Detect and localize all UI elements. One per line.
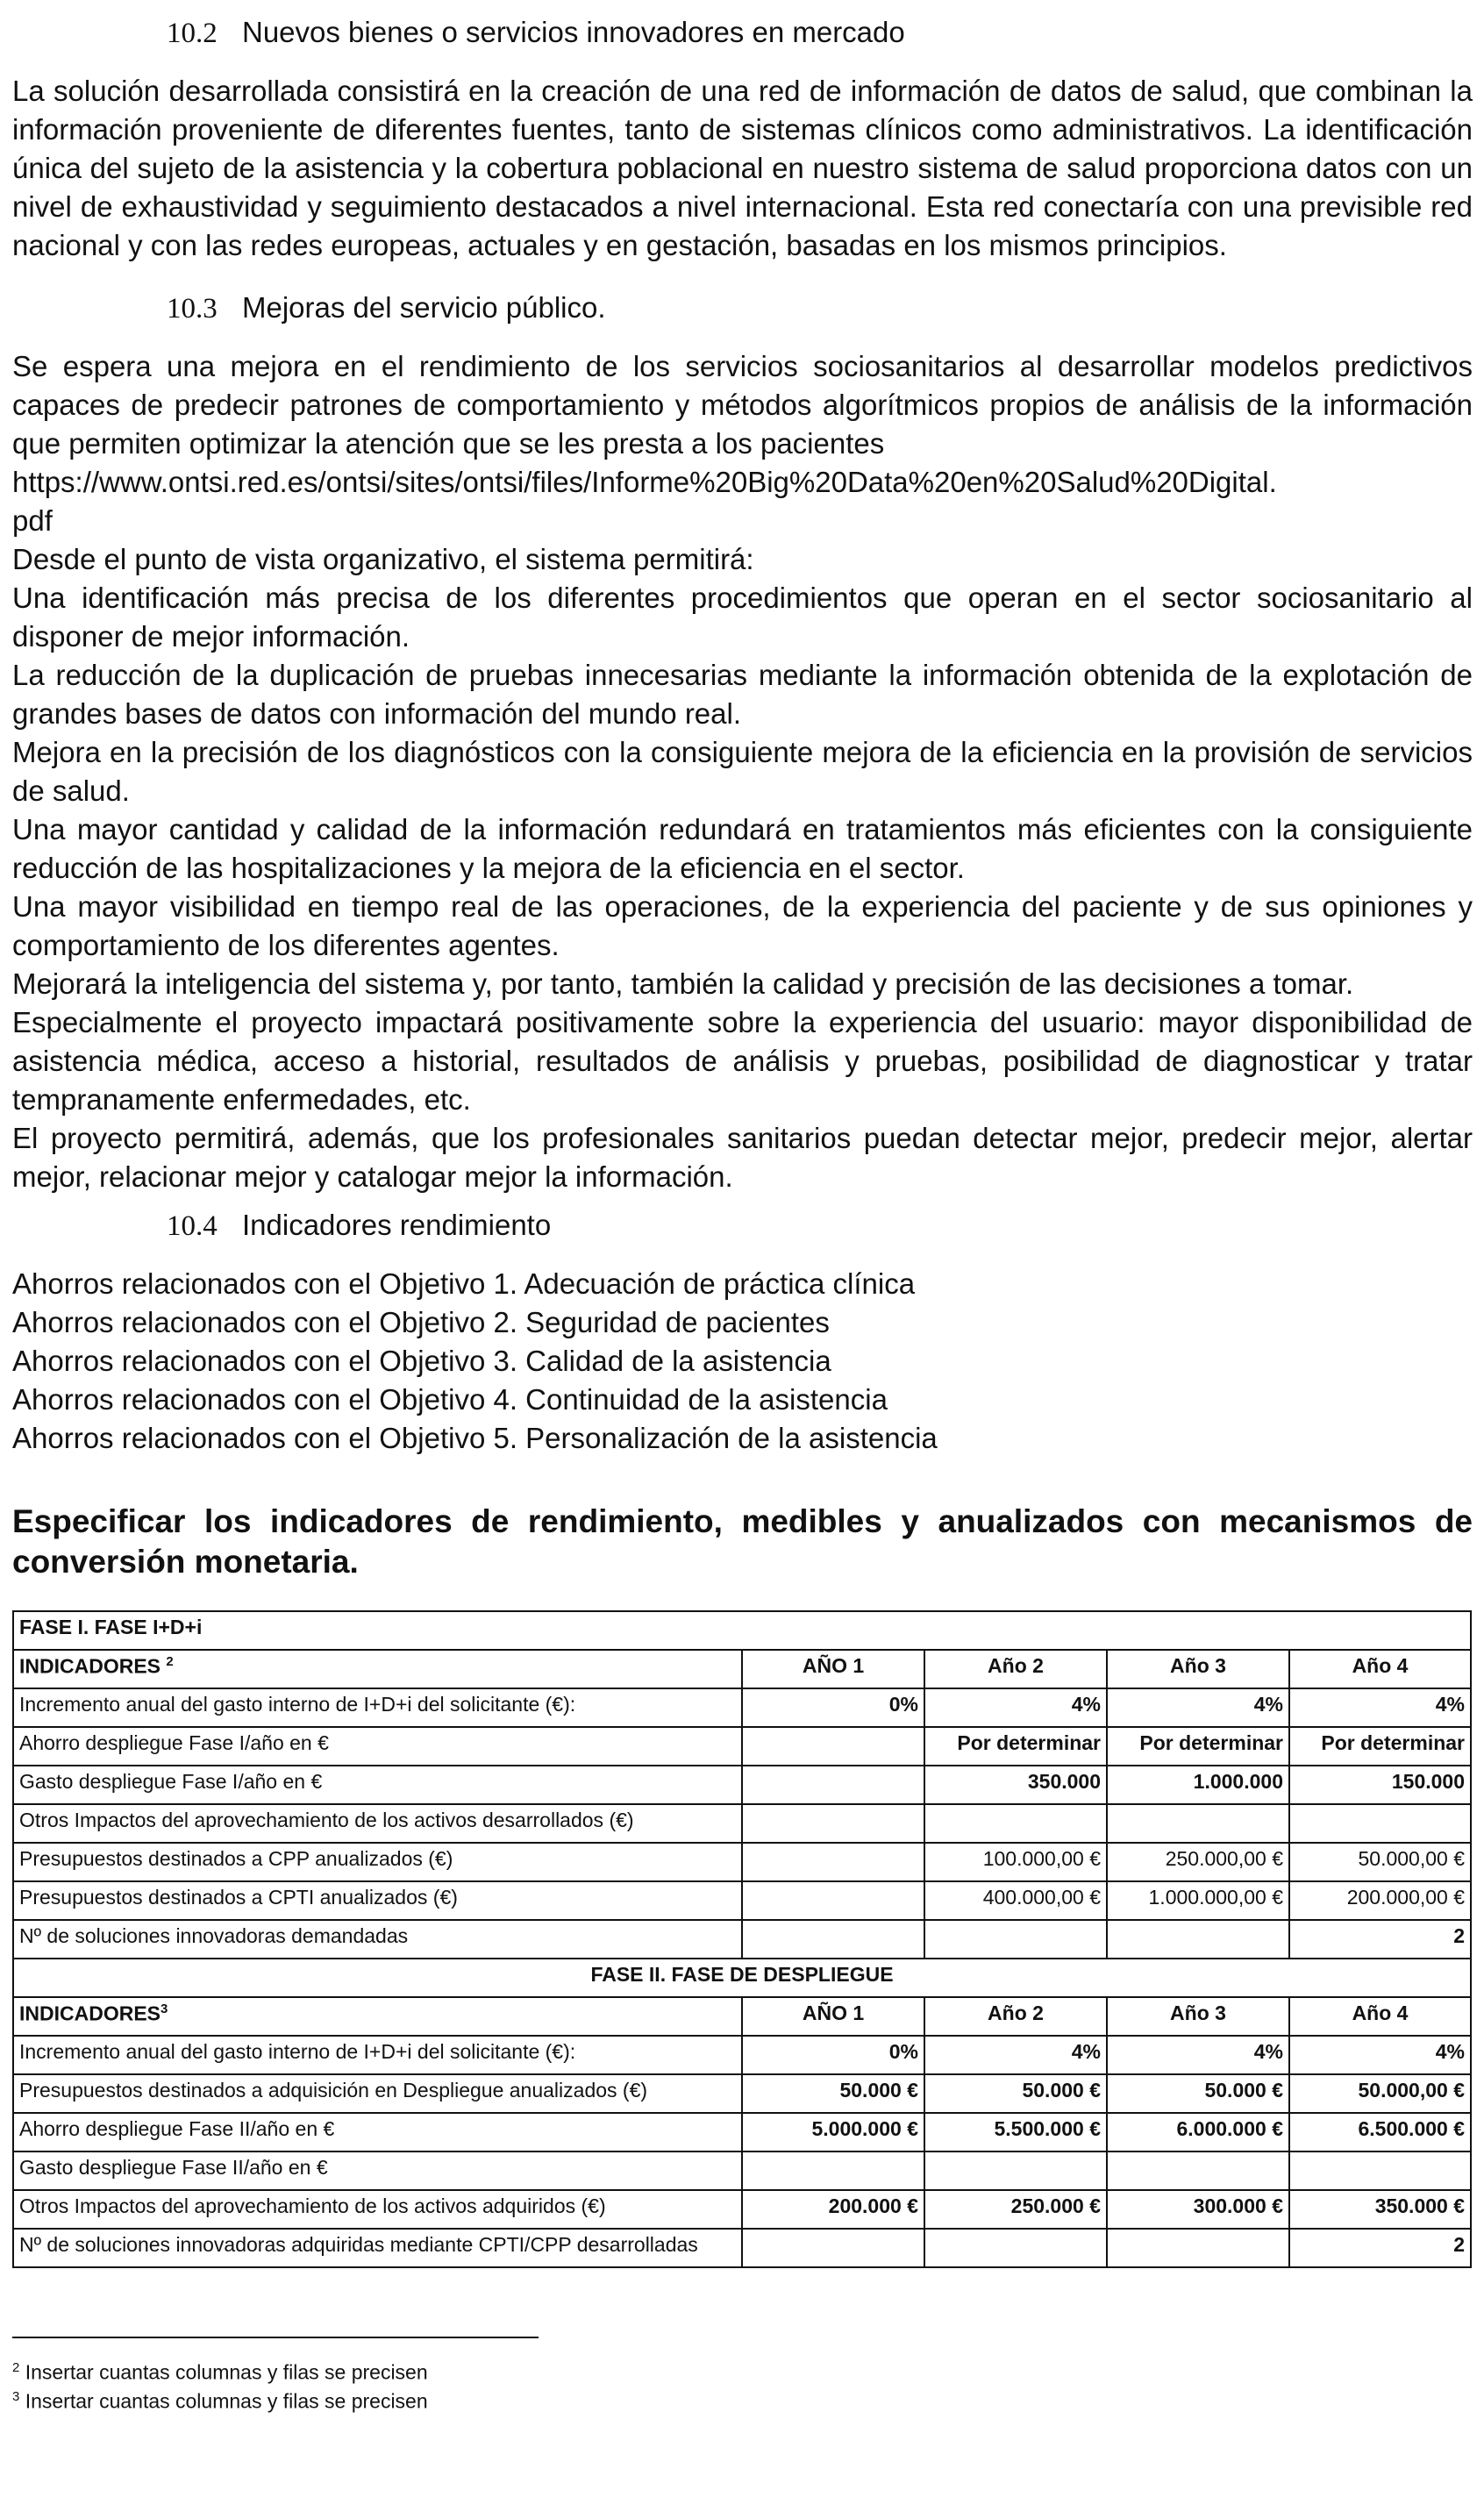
cell-year-3: 6.000.000 € [1107, 2113, 1289, 2151]
cell-year-4: 350.000 € [1289, 2190, 1471, 2229]
indicators-title: Especificar los indicadores de rendimiento, medibles y anualizados con mecanismos de conversión monetaria. [12, 1503, 1473, 1580]
cell-year-3 [1107, 1920, 1289, 1959]
cell-year-4: 50.000,00 € [1289, 1843, 1471, 1881]
table-row [13, 1688, 1471, 1727]
row-label: Presupuestos destinados a CPP anualizados (€) [13, 1843, 742, 1881]
phase-2-title-row [13, 1959, 1471, 1997]
cell-year-2: Por determinar [924, 1727, 1107, 1766]
row-label: Presupuestos destinados a CPTI anualizados (€) [13, 1881, 742, 1920]
row-label: Gasto despliegue Fase I/año en € [13, 1766, 742, 1804]
cell-year-3 [1107, 1804, 1289, 1843]
cell-year-2: 100.000,00 € [924, 1843, 1107, 1881]
table-row [13, 2113, 1471, 2151]
footnote [12, 2385, 1473, 2414]
row-label: Nº de soluciones innovadoras demandadas [13, 1920, 742, 1959]
savings-line: Ahorros relacionados con el Objetivo 4. Continuidad de la asistencia [12, 1383, 888, 1416]
benefit-point: Una mayor cantidad y calidad de la información redundará en tratamientos más eficientes con la consiguiente reducción de las hospitalizaciones y la mejora de la eficiencia en el sector. [12, 813, 1473, 884]
cell-year-4: 6.500.000 € [1289, 2113, 1471, 2151]
section-title: Nuevos bienes o servicios innovadores en mercado [242, 16, 905, 48]
benefit-point: Una mayor visibilidad en tiempo real de las operaciones, de la experiencia del paciente y de sus opiniones y comportamiento de los diferentes agentes. [12, 890, 1473, 961]
organizational-intro: Desde el punto de vista organizativo, el sistema permitirá: [12, 543, 754, 575]
cell-year-1 [742, 2229, 924, 2267]
cell-year-3: 250.000,00 € [1107, 1843, 1289, 1881]
section-10-2-heading [12, 12, 1473, 54]
year-header: Año 2 [924, 1997, 1107, 2036]
footnote-ref[interactable]: 3 [161, 2002, 168, 2016]
cell-year-3 [1107, 2151, 1289, 2190]
table-row [13, 1804, 1471, 1843]
phase-2-header-row [13, 1997, 1471, 2036]
section-10-4-heading [12, 1205, 1473, 1246]
cell-year-2 [924, 2151, 1107, 2190]
section-10-3-heading [12, 288, 1473, 329]
cell-year-1: 5.000.000 € [742, 2113, 924, 2151]
section-number: 10.2 [167, 18, 218, 49]
year-header: AÑO 1 [742, 1997, 924, 2036]
cell-year-1: 50.000 € [742, 2074, 924, 2113]
cell-year-3: 1.000.000,00 € [1107, 1881, 1289, 1920]
section-number: 10.4 [167, 1210, 218, 1242]
phase-title: FASE I. FASE I+D+i [13, 1611, 1471, 1650]
reference-url-continued[interactable]: pdf [12, 504, 53, 537]
benefit-point: La reducción de la duplicación de pruebas innecesarias mediante la información obtenida de la explotación de grandes bases de datos con información del mundo real. [12, 659, 1473, 730]
phase-title: FASE II. FASE DE DESPLIEGUE [13, 1959, 1471, 1997]
cell-year-4: 4% [1289, 2036, 1471, 2074]
cell-year-1 [742, 1766, 924, 1804]
savings-line: Ahorros relacionados con el Objetivo 2. Seguridad de pacientes [12, 1306, 830, 1338]
cell-year-1 [742, 1804, 924, 1843]
benefit-point: Una identificación más precisa de los diferentes procedimientos que operan en el sector sociosanitario al disponer de mejor información. [12, 582, 1473, 653]
benefit-point: Mejorará la inteligencia del sistema y, por tanto, también la calidad y precisión de las decisiones a tomar. [12, 967, 1354, 1000]
benefit-point: Mejora en la precisión de los diagnósticos con la consiguiente mejora de la eficiencia en la provisión de servicios de salud. [12, 736, 1473, 807]
benefit-point: Especialmente el proyecto impactará positivamente sobre la experiencia del usuario: mayor disponibilidad de asistencia médica, acceso a historial, resultados de análisis y pruebas, posibilidad de diagnosticar y tratar tempranamente enfermedades, etc. [12, 1006, 1473, 1116]
phase-1-title-row [13, 1611, 1471, 1650]
cell-year-2: 400.000,00 € [924, 1881, 1107, 1920]
savings-line: Ahorros relacionados con el Objetivo 5. Personalización de la asistencia [12, 1422, 938, 1454]
cell-year-3: 4% [1107, 2036, 1289, 2074]
cell-year-1: 0% [742, 2036, 924, 2074]
cell-year-4: 2 [1289, 1920, 1471, 1959]
section-title: Indicadores rendimiento [242, 1209, 552, 1241]
cell-year-2 [924, 1804, 1107, 1843]
indicators-table [12, 1610, 1472, 2268]
year-header: Año 3 [1107, 1997, 1289, 2036]
savings-list [12, 1265, 1473, 1458]
footnote-number: 2 [12, 2360, 20, 2375]
row-label: Ahorro despliegue Fase I/año en € [13, 1727, 742, 1766]
cell-year-2: 4% [924, 1688, 1107, 1727]
year-header: AÑO 1 [742, 1650, 924, 1688]
cell-year-4: 2 [1289, 2229, 1471, 2267]
footnote-text: Insertar cuantas columnas y filas se precisen [25, 2389, 428, 2413]
row-label: Presupuestos destinados a adquisición en Despliegue anualizados (€) [13, 2074, 742, 2113]
indicators-header: INDICADORES$^3$ [13, 1997, 742, 2036]
year-header: Año 4 [1289, 1650, 1471, 1688]
cell-year-3: 4% [1107, 1688, 1289, 1727]
year-header: Año 3 [1107, 1650, 1289, 1688]
savings-line: Ahorros relacionados con el Objetivo 1. Adecuación de práctica clínica [12, 1267, 916, 1300]
cell-year-3: Por determinar [1107, 1727, 1289, 1766]
document-page [12, 12, 1473, 2413]
row-label: Gasto despliegue Fase II/año en € [13, 2151, 742, 2190]
cell-year-3 [1107, 2229, 1289, 2267]
table-row [13, 1727, 1471, 1766]
table-row [13, 1843, 1471, 1881]
row-label: Otros Impactos del aprovechamiento de los activos adquiridos (€) [13, 2190, 742, 2229]
footnote [12, 2356, 1473, 2385]
reference-url[interactable]: https://www.ontsi.red.es/ontsi/sites/ontsi/files/Informe%20Big%20Data%20en%20Salud%20Digital. [12, 466, 1277, 498]
cell-year-1 [742, 1920, 924, 1959]
footnote-ref[interactable]: 2 [166, 1654, 174, 1669]
cell-year-1: 0% [742, 1688, 924, 1727]
table-row [13, 2190, 1471, 2229]
table-row [13, 1920, 1471, 1959]
section-number: 10.3 [167, 293, 218, 325]
cell-year-2: 5.500.000 € [924, 2113, 1107, 2151]
row-label: Ahorro despliegue Fase II/año en € [13, 2113, 742, 2151]
section-10-2-text: La solución desarrollada consistirá en la creación de una red de información de datos de salud, que combinan la información proveniente de diferentes fuentes, tanto de sistemas clínicos como administrativos. La identificación única del sujeto de la asistencia y la cobertura poblacional en nuestro sistema de salud proporciona datos con un nivel de exhaustividad y seguimiento destacados a nivel internacional. Esta red conectaría con una previsible red nacional y con las redes europeas, actuales y en gestación, basadas en los mismos principios. [12, 75, 1473, 261]
section-title: Mejoras del servicio público. [242, 291, 606, 324]
table-row [13, 2151, 1471, 2190]
cell-year-3: 1.000.000 [1107, 1766, 1289, 1804]
section-10-3-intro: Se espera una mejora en el rendimiento de los servicios sociosanitarios al desarrollar modelos predictivos capaces de predecir patrones de comportamiento y métodos algorítmicos propios de análisis de la información que permiten optimizar la atención que se les presta a los pacientes [12, 350, 1473, 460]
cell-year-4: 200.000,00 € [1289, 1881, 1471, 1920]
cell-year-4 [1289, 2151, 1471, 2190]
cell-year-1 [742, 1727, 924, 1766]
cell-year-3: 300.000 € [1107, 2190, 1289, 2229]
table-row [13, 1881, 1471, 1920]
year-header: Año 2 [924, 1650, 1107, 1688]
footnote-text: Insertar cuantas columnas y filas se precisen [25, 2360, 428, 2384]
cell-year-1 [742, 2151, 924, 2190]
cell-year-2 [924, 1920, 1107, 1959]
table-row [13, 2074, 1471, 2113]
savings-line: Ahorros relacionados con el Objetivo 3. Calidad de la asistencia [12, 1345, 831, 1377]
table-row [13, 2036, 1471, 2074]
row-label: Nº de soluciones innovadoras adquiridas mediante CPTI/CPP desarrolladas [13, 2229, 742, 2267]
cell-year-4 [1289, 1804, 1471, 1843]
cell-year-1: 200.000 € [742, 2190, 924, 2229]
cell-year-3: 50.000 € [1107, 2074, 1289, 2113]
row-label: Otros Impactos del aprovechamiento de los activos desarrollados (€) [13, 1804, 742, 1843]
footnote-number: 3 [12, 2388, 20, 2404]
cell-year-1 [742, 1843, 924, 1881]
cell-year-4: 150.000 [1289, 1766, 1471, 1804]
table-row [13, 1766, 1471, 1804]
cell-year-4: Por determinar [1289, 1727, 1471, 1766]
table-row [13, 2229, 1471, 2267]
phase-1-header-row [13, 1650, 1471, 1688]
cell-year-2: 50.000 € [924, 2074, 1107, 2113]
cell-year-1 [742, 1881, 924, 1920]
cell-year-4: 4% [1289, 1688, 1471, 1727]
benefit-point: El proyecto permitirá, además, que los profesionales sanitarios puedan detectar mejor, predecir mejor, alertar mejor, relacionar mejor y catalogar mejor la información. [12, 1122, 1473, 1193]
cell-year-4: 50.000,00 € [1289, 2074, 1471, 2113]
year-header: Año 4 [1289, 1997, 1471, 2036]
cell-year-2: 350.000 [924, 1766, 1107, 1804]
row-label: Incremento anual del gasto interno de I+D+i del solicitante (€): [13, 2036, 742, 2074]
cell-year-2: 4% [924, 2036, 1107, 2074]
row-label: Incremento anual del gasto interno de I+D+i del solicitante (€): [13, 1688, 742, 1727]
indicators-header: INDICADORES $^2$ [13, 1650, 742, 1688]
cell-year-2: 250.000 € [924, 2190, 1107, 2229]
cell-year-2 [924, 2229, 1107, 2267]
